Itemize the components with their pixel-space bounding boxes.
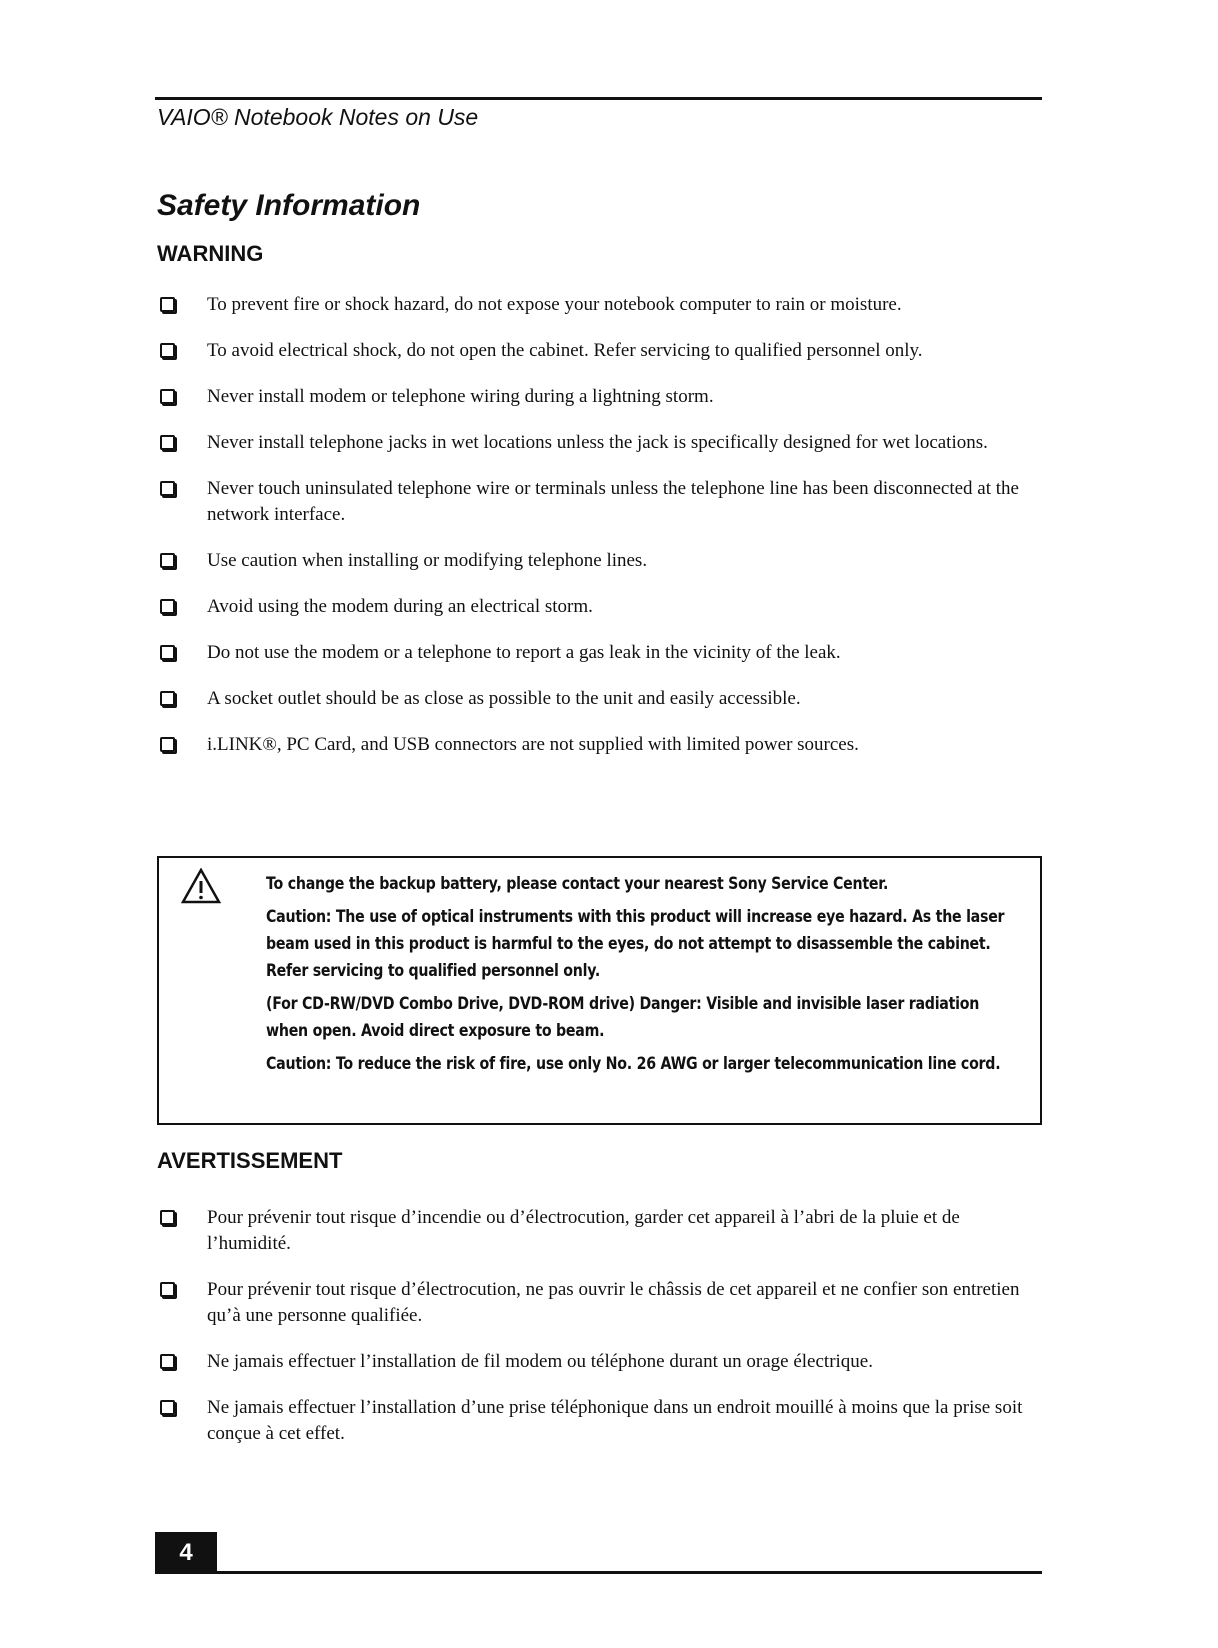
list-item: Use caution when installing or modifying telephone lines. bbox=[157, 548, 1042, 574]
list-item: Never install telephone jacks in wet locations unless the jack is specifically designed for wet locations. bbox=[157, 430, 1042, 456]
caution-paragraph: Caution: To reduce the risk of fire, use only No. 26 AWG or larger telecommunication line cord. bbox=[266, 1054, 1001, 1073]
avertissement-list bbox=[157, 1205, 1042, 1447]
list-item: Avoid using the modem during an electrical storm. bbox=[157, 594, 1042, 620]
checkbox-bullet-icon bbox=[160, 599, 175, 614]
list-item: i.LINK®, PC Card, and USB connectors are not supplied with limited power sources. bbox=[157, 732, 1042, 758]
footer-rule bbox=[217, 1571, 1042, 1574]
checkbox-bullet-icon bbox=[160, 553, 175, 568]
page-number: 4 bbox=[155, 1532, 217, 1574]
checkbox-bullet-icon bbox=[160, 1282, 175, 1297]
checkbox-bullet-icon bbox=[160, 389, 175, 404]
avertissement-heading: AVERTISSEMENT bbox=[157, 1148, 343, 1173]
caution-paragraph: (For CD-RW/DVD Combo Drive, DVD-ROM drive) Danger: Visible and invisible laser radiation when open. Avoid direct exposure to beam. bbox=[266, 994, 980, 1040]
list-item: Ne jamais effectuer l’installation de fil modem ou téléphone durant un orage électrique. bbox=[157, 1349, 1042, 1375]
running-header: VAIO® Notebook Notes on Use bbox=[157, 104, 479, 130]
checkbox-bullet-icon bbox=[160, 1210, 175, 1225]
checkbox-bullet-icon bbox=[160, 481, 175, 496]
warning-heading: WARNING bbox=[157, 241, 264, 266]
list-item: Pour prévenir tout risque d’incendie ou d’électrocution, garder cet appareil à l’abri de la pluie et de l’humidité. bbox=[157, 1205, 1042, 1257]
list-item: Never install modem or telephone wiring during a lightning storm. bbox=[157, 384, 1042, 410]
checkbox-bullet-icon bbox=[160, 435, 175, 450]
list-item: Do not use the modem or a telephone to report a gas leak in the vicinity of the leak. bbox=[157, 640, 1042, 666]
caution-paragraph: To change the backup battery, please contact your nearest Sony Service Center. bbox=[266, 874, 889, 893]
checkbox-bullet-icon bbox=[160, 737, 175, 752]
warning-triangle-icon bbox=[181, 868, 221, 904]
checkbox-bullet-icon bbox=[160, 1400, 175, 1415]
checkbox-bullet-icon bbox=[160, 297, 175, 312]
warning-list bbox=[157, 292, 1042, 758]
caution-box bbox=[157, 856, 1042, 1125]
header-rule bbox=[155, 97, 1042, 100]
list-item: Pour prévenir tout risque d’électrocution, ne pas ouvrir le châssis de cet appareil et ne confier son entretien qu’à une personne qualifiée. bbox=[157, 1277, 1042, 1329]
section-title: Safety Information bbox=[157, 189, 421, 222]
checkbox-bullet-icon bbox=[160, 691, 175, 706]
list-item: A socket outlet should be as close as possible to the unit and easily accessible. bbox=[157, 686, 1042, 712]
caution-paragraph: Caution: The use of optical instruments with this product will increase eye hazard. As the laser beam used in this product is harmful to the eyes, do not attempt to disassemble the cabinet. Refer servicing to qualified personnel only. bbox=[266, 907, 1005, 980]
checkbox-bullet-icon bbox=[160, 645, 175, 660]
checkbox-bullet-icon bbox=[160, 343, 175, 358]
list-item: To prevent fire or shock hazard, do not expose your notebook computer to rain or moisture. bbox=[157, 292, 1042, 318]
list-item: Never touch uninsulated telephone wire or terminals unless the telephone line has been disconnected at the network interface. bbox=[157, 476, 1042, 528]
caution-text bbox=[266, 870, 1005, 1083]
list-item: To avoid electrical shock, do not open the cabinet. Refer servicing to qualified personnel only. bbox=[157, 338, 1042, 364]
list-item: Ne jamais effectuer l’installation d’une prise téléphonique dans un endroit mouillé à moins que la prise soit conçue à cet effet. bbox=[157, 1395, 1042, 1447]
checkbox-bullet-icon bbox=[160, 1354, 175, 1369]
